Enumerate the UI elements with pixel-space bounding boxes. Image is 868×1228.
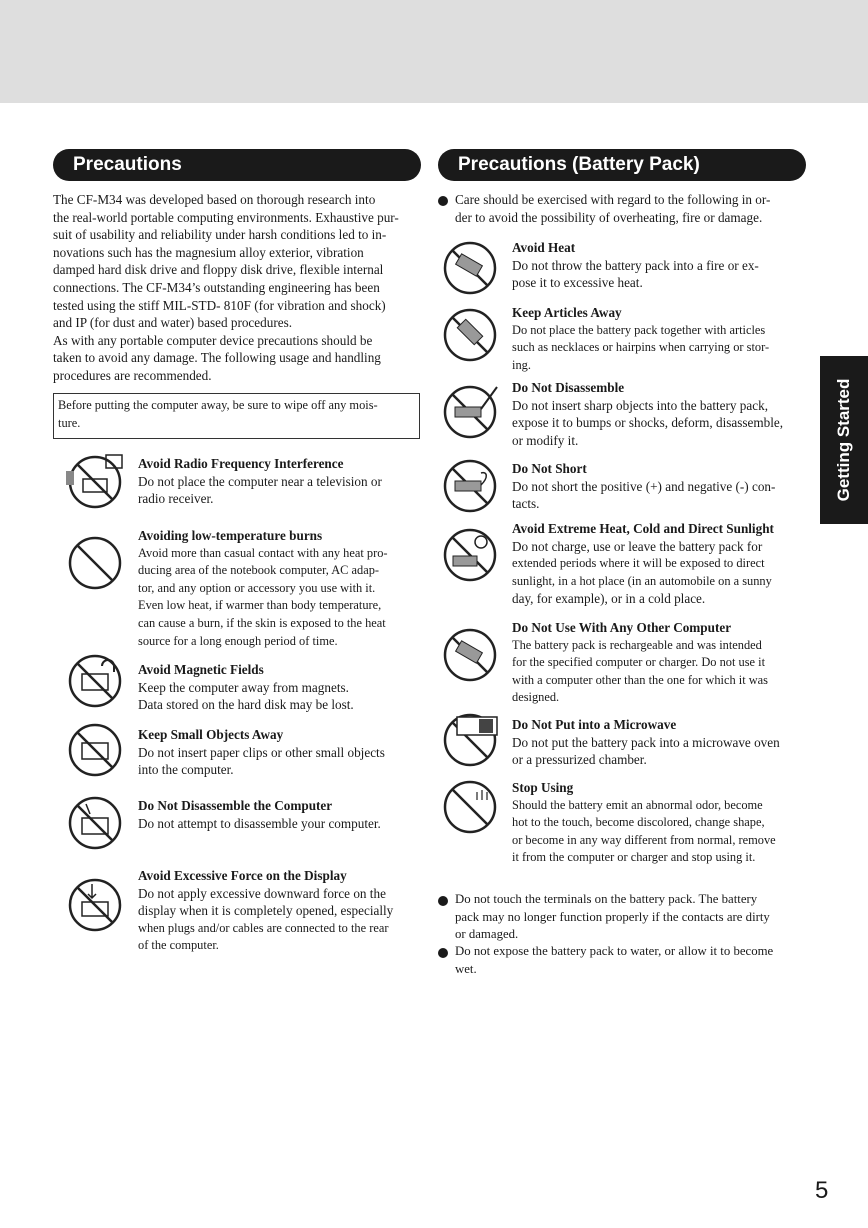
item-line: Even low heat, if warmer than body temperature, xyxy=(138,598,382,613)
other-computer-icon xyxy=(441,626,499,684)
intro-line: and IP (for dust and water) based procedures. xyxy=(53,315,292,331)
item-line: with a computer other than the one for which it was xyxy=(512,672,768,687)
item-line: designed. xyxy=(512,690,560,705)
keep-articles-away-icon xyxy=(441,306,499,364)
bullet-line: Do not touch the terminals on the battery pack. The battery xyxy=(455,892,758,906)
item-line: ing. xyxy=(512,357,531,372)
page-number: 5 xyxy=(815,1177,829,1204)
precaution-item xyxy=(138,527,421,650)
battery-item xyxy=(512,619,806,707)
item-title: Avoid Excessive Force on the Display xyxy=(138,868,347,883)
item-line: expose it to bumps or shocks, deform, disassemble, xyxy=(512,415,784,431)
item-line: tor, and any option or accessory you use with it. xyxy=(138,580,376,595)
disassemble-icon xyxy=(66,794,124,852)
item-line: Should the battery emit an abnormal odor, become xyxy=(512,797,763,812)
item-line: pose it to excessive heat. xyxy=(512,275,643,291)
item-line: Do not apply excessive downward force on the xyxy=(138,885,386,901)
battery-item xyxy=(512,520,806,608)
item-title: Avoid Extreme Heat, Cold and Direct Sunlight xyxy=(512,521,774,536)
side-tab-label: Getting Started xyxy=(834,378,853,502)
intro-paragraph xyxy=(53,191,421,385)
item-title: Do Not Put into a Microwave xyxy=(512,717,677,732)
top-band xyxy=(0,0,868,103)
bullet-terminals xyxy=(455,891,808,944)
item-line: or a pressurized chamber. xyxy=(512,752,647,768)
battery-precautions-header: Precautions (Battery Pack) xyxy=(438,149,806,181)
item-title: Avoid Heat xyxy=(512,240,576,255)
avoid-heat-icon xyxy=(441,239,499,297)
item-line: Do not charge, use or leave the battery pack for xyxy=(512,538,763,554)
item-line: Do not insert sharp objects into the battery pack, xyxy=(512,397,768,413)
item-line: day, for example), or in a cold place. xyxy=(512,591,706,607)
precaution-item xyxy=(138,867,421,955)
item-line: source for a long enough period of time. xyxy=(138,633,338,648)
intro-line: the real-world portable computing environments. Exhaustive pur- xyxy=(53,209,399,225)
item-line: into the computer. xyxy=(138,762,234,778)
item-line: Data stored on the hard disk may be lost. xyxy=(138,697,354,713)
bullet-dot xyxy=(438,948,448,958)
battery-item xyxy=(512,779,806,867)
precautions-header: Precautions xyxy=(53,149,421,181)
item-title: Keep Small Objects Away xyxy=(138,727,284,742)
note-line: ture. xyxy=(58,415,81,430)
intro-line: damped hard disk drive and floppy disk drive, flexible internal xyxy=(53,262,384,278)
item-line: Keep the computer away from magnets. xyxy=(138,679,349,695)
item-line: or modify it. xyxy=(512,432,579,448)
intro-line: suit of usability and reliability under harsh conditions led to in- xyxy=(53,227,387,243)
item-line: Do not throw the battery pack into a fire or ex- xyxy=(512,257,759,273)
item-line: hot to the touch, become discolored, change shape, xyxy=(512,815,765,830)
item-line: sunlight, in a hot place (in an automobile on a sunny xyxy=(512,573,772,588)
intro-line: novations such has the magnesium alloy exterior, vibration xyxy=(53,244,364,260)
item-line: The battery pack is rechargeable and was intended xyxy=(512,637,762,652)
bullet-intro xyxy=(455,191,806,226)
bullet-line: or damaged. xyxy=(455,927,519,942)
microwave-icon xyxy=(441,711,499,769)
item-line: Avoid more than casual contact with any heat pro- xyxy=(138,545,388,560)
intro-line: The CF-M34 was developed based on thorough research into xyxy=(53,192,376,207)
low-temperature-burn-icon xyxy=(66,534,124,592)
extreme-heat-sunlight-icon xyxy=(441,526,499,584)
item-title: Avoid Radio Frequency Interference xyxy=(138,456,344,471)
battery-item xyxy=(512,379,806,449)
getting-started-tab[interactable] xyxy=(820,356,868,524)
note-box xyxy=(53,393,420,439)
precaution-item xyxy=(138,661,421,714)
precaution-item xyxy=(138,797,421,832)
intro-line: tested using the stiff MIL-STD- 810F (for vibration and shock) xyxy=(53,297,386,313)
item-title: Do Not Disassemble xyxy=(512,380,625,395)
item-line: or become in any way different from normal, remove xyxy=(512,832,776,847)
item-line: radio receiver. xyxy=(138,491,214,507)
magnetic-field-icon xyxy=(66,652,124,710)
precaution-item xyxy=(138,455,421,508)
do-not-short-icon xyxy=(441,457,499,515)
intro-line: As with any portable computer device precautions should be xyxy=(53,332,373,348)
do-not-disassemble-icon xyxy=(441,383,499,441)
bullet-dot xyxy=(438,896,448,906)
item-title: Do Not Short xyxy=(512,461,587,476)
precaution-item xyxy=(138,726,421,779)
item-line: for the specified computer or charger. Do not use it xyxy=(512,655,766,670)
item-line: extended periods where it will be exposed to direct xyxy=(512,556,765,571)
note-line: Before putting the computer away, be sure to wipe off any mois- xyxy=(58,398,378,412)
battery-item xyxy=(512,460,806,513)
item-line: ducing area of the notebook computer, AC adap- xyxy=(138,563,380,578)
item-line: Do not place the computer near a television or xyxy=(138,473,382,489)
intro-line: connections. The CF-M34’s outstanding engineering has been xyxy=(53,279,380,295)
item-line: Do not put the battery pack into a microwave oven xyxy=(512,734,780,750)
item-line: it from the computer or charger and stop using it. xyxy=(512,850,756,865)
item-title: Keep Articles Away xyxy=(512,305,622,320)
intro-line: procedures are recommended. xyxy=(53,367,212,383)
small-objects-icon xyxy=(66,721,124,779)
bullet-line: pack may no longer function properly if the contacts are dirty xyxy=(455,909,770,924)
item-line: can cause a burn, if the skin is exposed to the heat xyxy=(138,615,386,630)
item-title: Stop Using xyxy=(512,780,574,795)
bullet-dot xyxy=(438,196,448,206)
excessive-force-icon xyxy=(66,876,124,934)
item-line: Do not place the battery pack together with articles xyxy=(512,322,766,337)
battery-item xyxy=(512,239,806,292)
item-line: when plugs and/or cables are connected to the rear xyxy=(138,920,389,935)
item-line: of the computer. xyxy=(138,938,219,953)
radio-interference-icon xyxy=(66,453,124,511)
battery-item xyxy=(512,304,806,374)
stop-using-icon xyxy=(441,778,499,836)
item-line: Do not insert paper clips or other small objects xyxy=(138,744,385,760)
item-line: display when it is completely opened, especially xyxy=(138,903,394,919)
item-title: Avoid Magnetic Fields xyxy=(138,662,264,677)
item-title: Do Not Use With Any Other Computer xyxy=(512,620,732,635)
bullet-line: Do not expose the battery pack to water, or allow it to become xyxy=(455,944,774,958)
item-line: Do not short the positive (+) and negative (-) con- xyxy=(512,478,776,494)
item-line: tacts. xyxy=(512,496,540,512)
item-line: Do not attempt to disassemble your computer. xyxy=(138,815,381,831)
bullet-water xyxy=(455,943,808,978)
bullet-line: wet. xyxy=(455,961,477,976)
bullet-line: der to avoid the possibility of overheating, fire or damage. xyxy=(455,209,763,225)
bullet-line: Care should be exercised with regard to the following in or- xyxy=(455,192,771,207)
item-title: Do Not Disassemble the Computer xyxy=(138,798,333,813)
item-line: such as necklaces or hairpins when carrying or stor- xyxy=(512,340,770,355)
battery-item xyxy=(512,716,806,769)
item-title: Avoiding low-temperature burns xyxy=(138,528,323,543)
intro-line: taken to avoid any damage. The following usage and handling xyxy=(53,350,381,366)
